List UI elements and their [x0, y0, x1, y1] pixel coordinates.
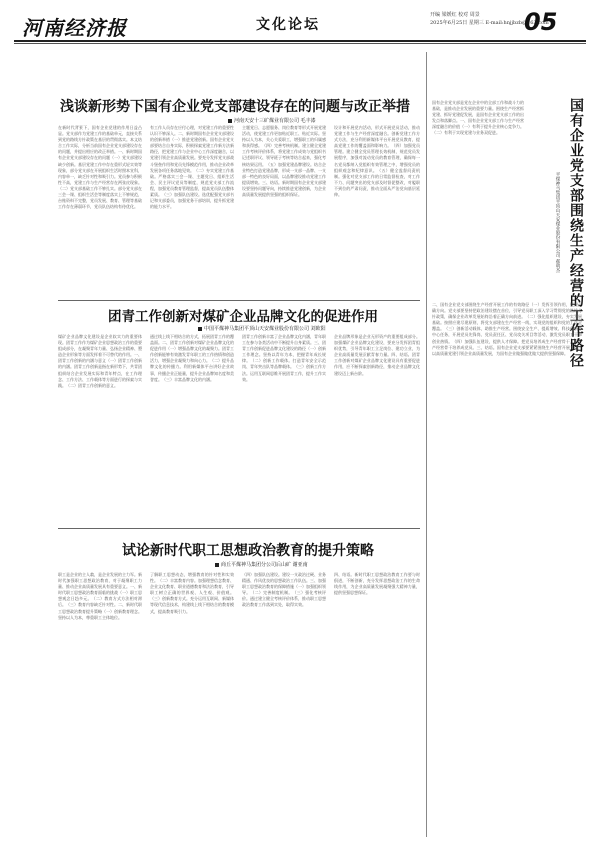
article2-col3: 团青工作创新丰富了企业品牌文化内涵，青年职工在参与各类活动中不断提升自身素质。三、团青工作创新促进品牌文化建设的路径（一）创新工作理念。坚持以青年为本，把握青年成长规律。（二）创新工作载体。打造青年安全示范岗、青年突击队等品牌载体。（三）创新工作方法。运用互联网思维开展团青工作，提升工作实效。 [242, 334, 326, 382]
article3-title: 试论新时代职工思想政治教育的提升策略 [122, 543, 374, 559]
article1-byline-text: 河南天安十三矿煤业有限公司 毛丰漆 [234, 118, 316, 124]
byline-marker-icon [228, 119, 232, 123]
article2-col2: 通过线上线下相结合的方式，拓展团青工作的覆盖面。二、团青工作创新对煤矿企业品牌文化的促进作用（一）增强品牌文化的凝聚力。团青工作创新能够有效激发青年职工的工作热情和创造活力，增强企业凝聚力和向心力。（二）提升品牌文化的传播力。利用新媒体平台讲好企业故事，传播企业正能量，提升企业品牌知名度和美誉度。（三）丰富品牌文化的内涵。 [150, 334, 234, 382]
article3-byline-text: 商丘平煤神马集团分公司后山矿 谢亚南 [221, 562, 308, 568]
article1-col2: 有工作人员存在应付心理，对党建工作的重要性认识不够深入。二、新时期国有企业党支部建设的创新举措（一）推进党建创新。国有企业党支部要结合自身实际，积极探索党建工作新方法新路径，把党建工作与企业中心工作深度融合，以党建引领企业高质量发展。要充分发挥党支部战斗堡垒作用和党员先锋模范作用，推动企业改革发展各项任务落地见效。（二）夯实党建工作基础。严格落实三会一课、主题党日、组织生活会、民主评议党员等制度，规范党支部工作流程，加强党员教育管理监督，提高党员队伍整体素质。（三）加强队伍建设。选优配强党支部书记和支部委员，加强党务干部培训，提升抓党建的能力水平。 [150, 125, 234, 210]
article1-col4: 设计和开展党内活动，形式开展党员活动，推动党建工作与生产经营深度融合。创新党建工作方式方法，充分利用新媒体平台开展党员教育，提高党建工作的覆盖面和影响力。（四）加强党员管理。建立健全党员管理长效机制，规范党员发展程序，加强对流动党员的教育管理，确保每一名党员都纳入党组织有效管理之中，增强党员的组织观念和纪律意识。（五）健全监督问责机制。强化对党支部工作的日常监督检查，对工作不力、问题突出的党支部及时督促整改，对履职不到位的严肃问责，推动全面从严治党向基层延伸。 [334, 125, 420, 198]
divider-2 [58, 528, 420, 529]
article3-byline [215, 561, 308, 568]
article2-byline-text: 中国平煤神马集团平顶山天安煤业股份有限公司 刘欧阳 [204, 326, 326, 332]
article4-top-text: 国有企业党支部是党在企业中的全部工作和战斗力的基础，是推动企业发展的重要力量。围绕生产经营抓党建、抓好党建促发展，是国有企业党支部工作的出发点和落脚点。一、国有企业党支部工作与生产经营深度融合的价值（一）有利于提升企业核心竞争力。（二）有利于实现党建与业务双促进。 [432, 100, 524, 136]
article1-title: 浅谈新形势下国有企业党支部建设存在的问题与改正举措 [60, 99, 410, 115]
masthead-rule [14, 40, 586, 42]
article1-col3: 主题党日、志愿服务、岗位教育等形式开展党建活动，使党建工作更加贴近职工、贴近实际。坚持以人为本，关心关爱职工，增强职工的归属感和获得感。（四）完善考核机制。建立健全党建工作考核评价体系，将党建工作成效与党组织书记述职评议、领导班子考核等结合起来，强化考核结果运用。（五）加强党建品牌建设。结合企业特色打造党建品牌，形成一支部一品牌、一支部一特色的良好局面，以品牌建设推动党建工作提质增效。三、结语。新时期国有企业党支部建设要坚持问题导向，持续推进党建创新，为企业高质量发展提供坚强的组织保证。 [242, 125, 326, 198]
article4-title: 国有企业党支部围绕生产经营的工作路径 [568, 98, 584, 368]
editor-line: 开编 梁媛红 校对 周景 [430, 12, 480, 18]
byline-marker-icon [215, 563, 219, 567]
page-number: 05 [524, 8, 558, 36]
newspaper-logo: 河南经济报 [22, 16, 127, 40]
byline-marker-icon [198, 327, 202, 331]
article1-byline [228, 117, 316, 124]
article2-col1: 煤矿企业品牌文化建设是企业软实力的重要体现。团青工作作为煤矿企业思想政治工作的重要组成部分，在凝聚青年力量、弘扬企业精神、塑造企业形象等方面发挥着不可替代的作用。一、团青工作创新的内涵与意义（一）团青工作创新的内涵。团青工作创新是指在新形势下，共青团组织结合企业发展实际和青年特点，在工作理念、工作方法、工作载体等方面进行的探索与实践。（二）团青工作创新的意义。 [58, 334, 142, 388]
article4-bottom-text: 二、国有企业党支部围绕生产经营开展工作的有效路径（一）发挥引领作用，把握正确方向。党支部要坚持把政治建设摆在首位，引导党员职工深入学习贯彻党的路线方针政策，确保企业改革发展始终沿着正确方向前进。（二）强化组织建设，夯实发展基础。按照应建尽建原则，将党支部建在生产经营一线，实现党的组织和党的工作全覆盖。（三）创新活动载体，助推生产经营。围绕安全生产、提质增效、科技创新等中心任务，开展党员先锋岗、党员责任区、党员攻关项目等活动，激发党员职工干事创业热情。（四）加强队伍建设，提供人才保障。把党员培养成生产经营骨干，把生产经营骨干培养成党员。三、结语。国有企业党支部要紧紧围绕生产经营开展工作，以高质量党建引领企业高质量发展，为国有企业做强做优做大提供坚强保障。 [432, 302, 582, 356]
divider-1 [58, 300, 420, 301]
column-divider [426, 52, 427, 837]
section-title: 文化论坛 [256, 17, 320, 33]
article1-col1: 在新时代背景下，国有企业党建的作用日益凸显。党支部作为党建工作的基础单元，直接关系到党的路线方针政策在基层的贯彻落实。本文结合工作实际，分析当前国有企业党支部建设存在的问题，并提出相应的改正举措。一、新时期国有企业党支部建设存在的问题（一）党支部建设缺少创新。基层党建工作中存在重形式轻实效等现象，部分党支部在开展组织生活时照本宣科，内容单一，缺乏针对性和吸引力。党员参与积极性不高，党建工作与生产经营存在两张皮现象。（二）党支部基础工作不够扎实。部分党支部在三会一课、组织生活会等制度落实上不够规范，台账资料不完整，党员发展、教育、管理等基础工作存在薄弱环节，党员队伍结构有待优化。 [58, 125, 142, 210]
article4-byline: 平煤神马集团平顶山天安煤业股份有限公司 郝明杰 [555, 172, 560, 273]
article3-col4: 四、结语。新时代职工思想政治教育工作要与时俱进，不断创新，充分发挥思想政治工作的生命线作用，为企业高质量发展凝聚强大精神力量，提供坚强思想保证。 [334, 572, 420, 596]
article3-col2: 了解职工思想动态，增强教育的针对性和实效性。（二）丰富教育内容。加强理想信念教育、企业文化教育、职业道德教育和法治教育，引导职工树立正确的世界观、人生观、价值观。（三）创新教育方式。充分运用互联网、新媒体等现代信息技术，构建线上线下相结合的教育模式，提高教育吸引力。 [150, 572, 234, 614]
article3-col3: （四）加强队伍建设。建设一支政治过硬、业务精通、作风优良的思想政治工作队伍。三、加强职工思想政治教育的保障措施（一）加强组织领导。（二）完善制度机制。（三）强化考核评价。通过建立健全考核评价体系，推动职工思想政治教育工作落到实处，取得实效。 [242, 572, 326, 608]
masthead-rule-thin [14, 43, 586, 44]
article3-col1: 职工是企业的主人翁，是企业发展的主力军。新时代加强职工思想政治教育，对于凝聚职工力量、推动企业高质量发展具有重要意义。一、新时代职工思想政治教育面临的挑战（一）职工思想观念日趋多元。（二）教育方式方法相对滞后。（三）教育内容缺乏针对性。二、新时代职工思想政治教育提升策略（一）创新教育理念。坚持以人为本，尊重职工主体地位。 [58, 572, 142, 620]
date-email-line: 2025年6月25日 星期三 E-mail:hnjjbzb@163.com [430, 20, 549, 26]
article2-title: 团青工作创新对煤矿企业品牌文化的促进作用 [108, 309, 378, 325]
article2-byline [198, 325, 326, 332]
article2-col4: 企业品牌形象是企业无形资产的重要组成部分。加强煤矿企业品牌文化建设，要充分发挥团青组织优势，引导青年职工立足岗位、建功立业，为企业高质量发展贡献青春力量。四、结语。团青工作创新对煤矿企业品牌文化建设具有重要促进作用，应不断探索创新路径，推动企业品牌文化建设迈上新台阶。 [334, 334, 420, 376]
